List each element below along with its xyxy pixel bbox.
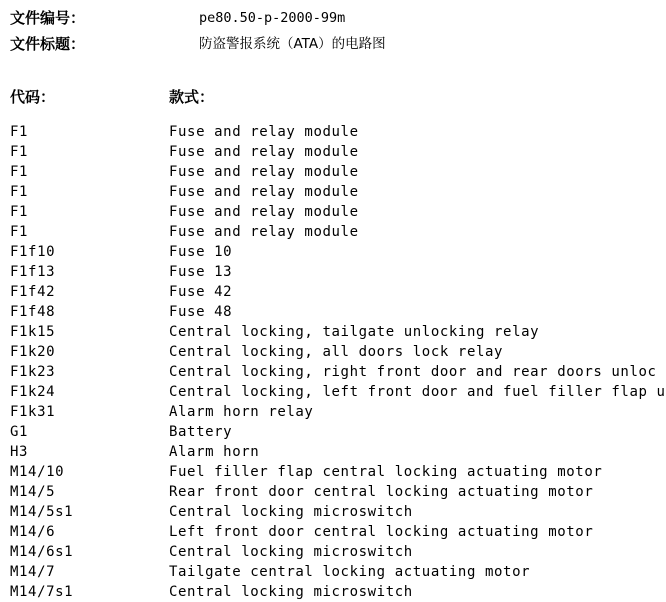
list-item: [0, 582, 603, 602]
component-code: F1: [10, 224, 29, 240]
component-description: Fuse 42: [169, 284, 233, 300]
list-item: [0, 442, 603, 462]
component-code: F1f48: [10, 304, 56, 320]
component-code: M14/7: [10, 564, 56, 580]
list-item: [0, 162, 603, 182]
component-description: Central locking, tailgate unlocking relay: [169, 324, 540, 340]
list-item: [0, 202, 603, 222]
component-description: Fuel filler flap central locking actuating motor: [169, 464, 603, 480]
component-code: F1f13: [10, 264, 56, 280]
component-code: F1: [10, 184, 29, 200]
doc-number-label: 文件编号：: [10, 9, 86, 27]
component-code: F1k23: [10, 364, 56, 380]
component-list: [0, 122, 666, 602]
component-code: F1: [10, 124, 29, 140]
component-description: Tailgate central locking actuating motor: [169, 564, 531, 580]
component-code: F1: [10, 144, 29, 160]
component-code: F1k24: [10, 384, 56, 400]
list-item: [0, 122, 603, 142]
component-description: Fuse and relay module: [169, 224, 359, 240]
component-description: Battery: [169, 424, 233, 440]
component-code: F1: [10, 204, 29, 220]
component-description: Central locking, left front door and fuel filler flap u: [169, 384, 666, 400]
component-code: H3: [10, 444, 29, 460]
component-description: Rear front door central locking actuating motor: [169, 484, 594, 500]
component-code: M14/6s1: [10, 544, 74, 560]
component-code: F1: [10, 164, 29, 180]
component-code: M14/10: [10, 464, 65, 480]
list-item: [0, 542, 603, 562]
component-description: Central locking, all doors lock relay: [169, 344, 504, 360]
doc-title-value: 防盗警报系统（ATA）的电路图: [199, 36, 386, 52]
list-item: [0, 402, 603, 422]
component-description: Alarm horn: [169, 444, 260, 460]
list-item: [0, 182, 603, 202]
component-description: Left front door central locking actuating motor: [169, 524, 594, 540]
doc-number-value: pe80.50-p-2000-99m: [199, 10, 346, 26]
component-description: Central locking microswitch: [169, 504, 413, 520]
list-item: [0, 342, 603, 362]
component-description: Fuse and relay module: [169, 204, 359, 220]
component-code: M14/6: [10, 524, 56, 540]
component-code: F1f42: [10, 284, 56, 300]
component-description: Fuse and relay module: [169, 164, 359, 180]
component-description: Central locking, right front door and rear doors unloc: [169, 364, 657, 380]
component-description: Alarm horn relay: [169, 404, 314, 420]
list-item: [0, 222, 603, 242]
component-description: Central locking microswitch: [169, 544, 413, 560]
list-item: [0, 382, 666, 402]
component-description: Fuse 10: [169, 244, 233, 260]
list-item: [0, 262, 603, 282]
list-item: [0, 282, 603, 302]
component-description: Fuse 48: [169, 304, 233, 320]
component-code: M14/7s1: [10, 584, 74, 600]
list-item: [0, 562, 603, 582]
component-description: Fuse and relay module: [169, 184, 359, 200]
list-item: [0, 322, 603, 342]
component-description: Fuse and relay module: [169, 124, 359, 140]
list-item: [0, 482, 603, 502]
component-code: M14/5s1: [10, 504, 74, 520]
style-column-header: 款式：: [169, 88, 215, 106]
component-code: F1k31: [10, 404, 56, 420]
list-item: [0, 422, 603, 442]
component-code: M14/5: [10, 484, 56, 500]
component-description: Fuse and relay module: [169, 144, 359, 160]
list-item: [0, 362, 657, 382]
doc-title-label: 文件标题：: [10, 35, 86, 53]
list-item: [0, 502, 603, 522]
component-code: G1: [10, 424, 29, 440]
code-column-header: 代码：: [10, 88, 56, 106]
list-item: [0, 142, 603, 162]
component-code: F1k20: [10, 344, 56, 360]
component-description: Fuse 13: [169, 264, 233, 280]
list-item: [0, 522, 603, 542]
list-item: [0, 242, 603, 262]
component-code: F1f10: [10, 244, 56, 260]
component-description: Central locking microswitch: [169, 584, 413, 600]
list-item: [0, 302, 603, 322]
component-code: F1k15: [10, 324, 56, 340]
list-item: [0, 462, 603, 482]
